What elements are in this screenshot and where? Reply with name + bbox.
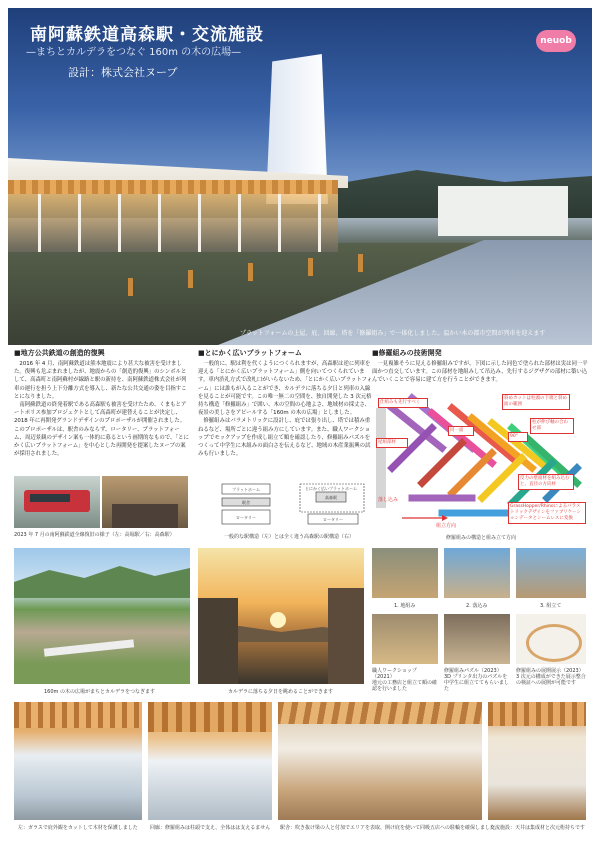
photo-caption: 左：ガラスで庇外観をカットして木材を保護しました [18,825,138,831]
station-interior-photo [278,702,482,820]
paragraph: 修羅組みはパラメトリックに設計し、庇では張り出し、塔では積み重ねるなど、場所ごとに違う組み方にしています。また、職人ワークショップでモックアップを作成し組立て順を確認したり、修羅組みパズルをつくって中学生に木組みの面白さを伝えるなど、地域の木産業振興の試みも行いました。 [198,418,371,458]
exchange-interior-photo [488,702,586,820]
exchange-building [438,186,568,236]
hero-photo [8,8,592,345]
photo-caption: 交流施設：天井は集成材と次元桁持ちです [490,825,585,831]
canopy-glow [8,194,338,252]
photo-caption: カルデラに落ちる夕日を眺めることができます [228,689,334,695]
station-layout-diagram [198,480,374,530]
photo-caption: 回廊：修羅組みは柱頭で支え、全体はは支えるません [150,825,271,831]
diagram-label: 斜めカットは柱頭の下端と斜め面の範囲 [502,394,570,410]
corridor-photo [148,702,272,820]
page-subtitle: —まちとカルデラをつなぐ 160m の木の広場— [26,47,242,58]
diagram-label: 仕組みも先行すべく [378,398,428,408]
diagram-label: 反力の壁面材を組み込むと、直径の方向材 [518,474,574,490]
canopy-photo [14,702,142,820]
section-technology [372,348,588,385]
lamp [128,278,133,296]
section-heading: ■地方公共鉄道の創造的復興 [14,349,105,357]
page-title: 南阿蘇鉄道高森駅・交流施設 [30,25,264,45]
diagram-label: 屋組部材 [376,438,408,448]
logo: neuob [536,30,576,52]
step2-photo [444,548,510,598]
paragraph: 南阿蘇鉄道の終発着駅である高森駅も被害を受けたため、くまもとアートポリス参加プロジェクトとして高森町が建替えることが決定し、2018 年に再開発グランドデザインのプロポーザルが開催されました。このプロポーザルは、駅舎のみならず、ロータリー、プラットフォーム、周辺景観のデザイン案も一体的に募るという画期的なもので、「とにかく広いプラットフォーム」を中心とした再開発を提案したヌーブの案が採用されました。 [14,402,189,458]
train-photo [14,476,100,528]
step-caption: 1. 地組み [394,603,416,609]
section-heading: ■修羅組みの技術開発 [372,349,442,357]
diagram-label: GrassHopper/Rhinoによるパラメトリックデザインをファブリケーションデータとシームレスに変換 [508,502,586,524]
lamp [248,263,253,281]
diagram-label: プラットホーム [232,487,260,492]
ceremony-photo [102,476,188,528]
diagram-caption: 一般的な駅構造（左）とは全く違う高森駅の駅構造（右） [224,534,355,540]
section-heading: ■とにかく広いプラットフォーム [198,349,302,357]
paragraph: 一見複雑そうに見える修羅組みですが、下図に示した同色で塗られた部材は実は同一平面かつ直交しています。この部材を地組みして吊込み、先行するジグザグの部材に築い込んでいくことで容易に建て方を行うことができます。 [372,361,588,384]
sunset-photo [198,548,364,684]
diagram-label: 駅舎 [242,500,250,505]
photo-caption: 160m の木の広場がまちとカルデラをつなぎます [44,689,156,695]
diagram-label: 高森駅 [325,495,337,500]
lamp [358,254,363,272]
section-reconstruction [14,348,190,458]
diagram-label: 同一面 [448,426,474,436]
step-caption: 3. 組立て [540,603,562,609]
puzzle-photo [444,614,510,664]
paragraph: 一般的に、駅は利を代くようにつくられますが、高森駅は逆に列車を迎える「とにかく広いプラットフォーム」側を向いてつくられています。車内渋礼方式で改札口がいらないため、「とにかく広いプラットフォーム」には誰もが入ることができ、カルデラに落ちる夕日と列車の入線を見ることが可能です。この唯一無二の空間を、独自開発した 3 次元格持ち構造「修羅組み」で囲い、木の空間の心地よさ、地域材の採丈さ、夜景の美しさをアピールする「160m の木の広場」としました。 [198,361,373,417]
step3-photo [516,548,586,598]
diagram-caption: 修羅組みの構造と組み立て方向 [446,535,517,541]
diagram-label: 落し込み [378,497,399,503]
diagram-label: 90° [508,432,528,442]
step1-photo [372,548,438,598]
photo-caption: 駅舎：吹き抜け梁の人と付加でエリアを表取、開け庇を使いて同吸五店への駐輪を確保しました [280,825,496,831]
diagram-label: とにかく広いプラットホーム [305,486,357,491]
workshop-photo [372,614,438,664]
diagram-label: 柱が伸び軸の合わせ部 [530,418,574,434]
exhibit-photo [516,614,586,664]
photo-caption: 2023 年 7 月の南阿蘇鉄道全線復旧の様子（左：高堀駅／右：高森駅） [14,532,175,538]
diagram-label: ロータリー [236,515,256,520]
step-caption: 2. 落込み [466,603,488,609]
designer-credit: 設計：株式会社ヌーブ [68,66,178,79]
section-platform [198,348,374,458]
hero-caption: プラットフォームの上屋、庇、回廊、塔を「修羅組み」で一体化しました。温かい木の都市空間が列車を迎えます [240,330,546,337]
wood-beams [8,180,338,194]
diagram-label: ロータリー [323,517,343,522]
diagram-label: 組立方向 [436,523,457,529]
photo-caption: 修羅組みパズル（2023） 3D プリンタ出力のパズルを中学生に組立ててもらいました [444,668,510,692]
lamp [308,258,313,276]
photo-caption: 職人ワークショップ（2021） 地元の工務店と組立て順の確認を行いました [372,668,438,692]
paragraph: 2016 年 4 月、南阿蘇鉄道は熊本地震により甚大な被害を受けました。復興も危ぶまれましたが、地震からの「創造的復興」のシンボルとして、高森町と南阿蘇村が線路と駅の新持を、南阿蘇鉄道株式会社が列車の運行を担う上下分離方式を導入し、新たな公共交通の姿を目指すことになりました。 [14,361,187,400]
landscape-photo [14,548,190,684]
photo-caption: 修羅組みの展開展示（2023） 3 次元の構成ができた展示整合の検証への展開が可能です [516,668,586,686]
lamp [188,270,193,288]
